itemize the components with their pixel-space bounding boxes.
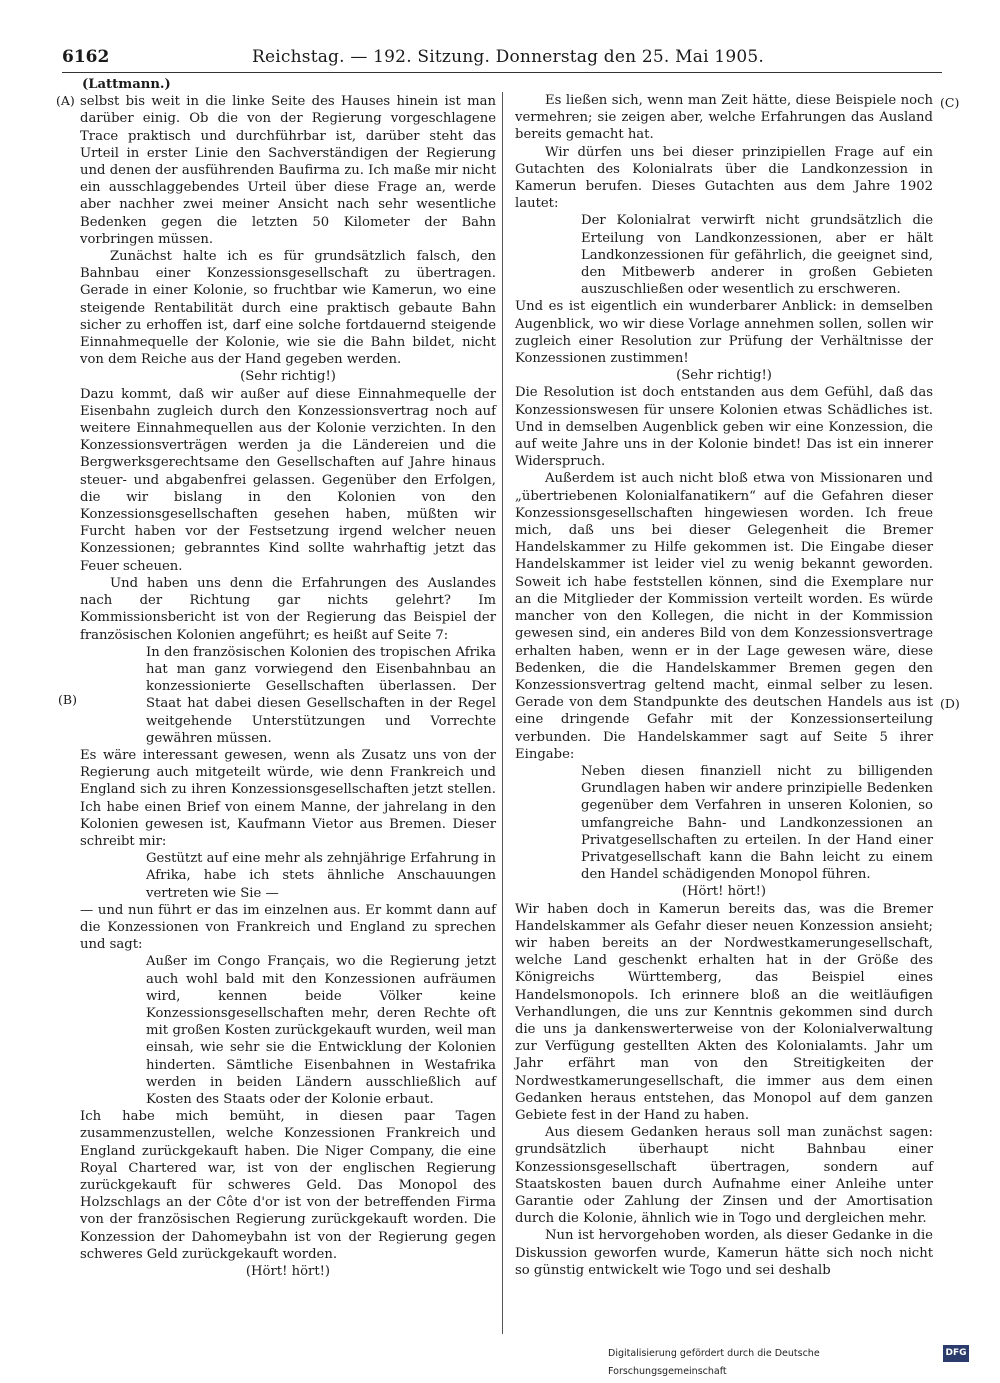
block-quote: Gestützt auf eine mehr als zehnjährige Erfahrung in Afrika, habe ich stets ähnliche Anschauungen vertreten wie Sie — [146, 851, 496, 901]
page-number: 6162 [62, 47, 110, 67]
paragraph: Zunächst halte ich es für grundsätzlich falsch, den Bahnbau einer Konzessionsgesellschaft zu übertragen. Gerade in einer Kolonie, so fruchtbar wie Kamerun, wo eine steigende Rentabilität durch eine praktisch gebaute Bahn sicher zu erhoffen ist, darf eine solche fortdauernd steigende Einnahmequelle der Kolonie, wie sie die Bahn bildet, nicht von dem Reiche aus der Hand gegeben werden. [80, 249, 496, 368]
paragraph: — und nun führt er das im einzelnen aus. Er kommt dann auf die Konzessionen von Frankreich und England zu sprechen und sagt: [80, 902, 496, 953]
block-quote: Neben diesen finanziell nicht zu billigenden Grundlagen haben wir andere prinzipielle Bedenken gegenüber dem Verfahren in unseren Kolonien, so umfangreiche Bahn- und Landkonzessionen an Privatgesellschaften zu erteilen. In der Hand einer Privatgesellschaft kann die Bahn leicht zu einem den Handel schädigenden Monopol führen. [581, 763, 933, 883]
interjection: (Sehr richtig!) [240, 369, 336, 385]
page-header [62, 44, 942, 70]
paragraph: Die Resolution ist doch entstanden aus dem Gefühl, daß das Konzessionswesen für unsere Kolonien etwas Schädliches ist. Und in demselben Augenblick geben wir eine Konzession, die auf weite Jahre uns in der Kolonie bindet! Das ist ein innerer Widerspruch. [515, 385, 933, 470]
margin-marker-c: (C) [940, 95, 960, 110]
header-rule [62, 72, 942, 73]
paragraph: Ich habe mich bemüht, in diesen paar Tagen zusammenzustellen, welche Konzessionen Frankreich und England zurückgekauft haben. Die Niger Company, die eine Royal Chartered war, ist von der englischen Regierung zurückgekauft für schweres Geld. Das Monopol des Holzschlags an der Côte d'or ist von der betreffenden Firma von der französischen Regierung zurückgekauft worden. Die Konzession der Dahomeybahn ist von der Regierung gegen schweres Geld zurückgekauft worden. [80, 1109, 496, 1262]
interjection: (Sehr richtig!) [676, 368, 772, 384]
paragraph: Und es ist eigentlich ein wunderbarer Anblick: in demselben Augenblick, wo wir diese Vorlage annehmen sollen, sollen wir zugleich einer Resolution zur Prüfung der Verhältnisse der Konzessionen zustimmen! [515, 299, 933, 367]
paragraph: selbst bis weit in die linke Seite des Hauses hinein ist man darüber einig. Ob die von der Regierung vorgeschlagene Trace praktisch und durchführbar ist, darüber steht das Urteil in erster Linie den Sachverständigen der Regierung und denen der ausführenden Baufirma zu. Ich maße mir nicht ein ausschlaggebendes Urteil über diese Frage an, werde aber nachher zwei meiner Ansicht nach sehr wesentliche Bedenken gegen die letzten 50 Kilometer der Bahn vorbringen müssen. [80, 94, 496, 247]
block-quote: In den französischen Kolonien des tropischen Afrika hat man ganz vorwiegend den Eisenbahnbau an konzessionierte Gesellschaften überlassen. Der Staat hat dabei diesen Gesellschaften in der Regel weitgehende Unterstützungen und Vorrechte gewähren müssen. [146, 644, 496, 746]
interjection: (Hört! hört!) [245, 1264, 331, 1280]
margin-marker-d: (D) [940, 696, 960, 711]
block-quote: Der Kolonialrat verwirft nicht grundsätzlich die Erteilung von Landkonzessionen, aber er hält Landkonzessionen für gefährlich, die geeignet sind, den Mitbewerb anderer in großen Gebieten auszuschließen oder wesentlich zu erschweren. [581, 213, 933, 298]
paragraph: Wir dürfen uns bei dieser prinzipiellen Frage auf ein Gutachten des Kolonialrats über die Landkonzession in Kamerun berufen. Dieses Gutachten aus dem Jahre 1902 lautet: [515, 144, 933, 212]
paragraph: Dazu kommt, daß wir außer auf diese Einnahmequelle der Eisenbahn zugleich durch den Konzessionsvertrag noch auf weitere Einnahmequellen aus der Kolonie verzichten. In den Konzessionsverträgen werden ja die Ländereien und die Bergwerksgerechtsame den Gesellschaften auf Jahre hinaus steuer- und abgabenfrei gelassen. Gegenüber den Erfolgen, die wir bislang in den Kolonien von den Konzessionsgesellschaften gesehen haben, müßten wir Furcht haben vor der Festsetzung irgend welcher neuen Konzessionen; gebranntes Kind sollte wahrhaftig jetzt das Feuer scheuen. [80, 386, 496, 574]
digitization-credit: Digitalisierung gefördert durch die Deutsche Forschungsgemeinschaft [608, 1348, 820, 1377]
right-column [515, 92, 933, 1279]
dfg-logo: DFG [943, 1345, 969, 1362]
interjection: (Hört! hört!) [681, 884, 767, 900]
paragraph: Außerdem ist auch nicht bloß etwa von Missionaren und „übertriebenen Kolonialfanatikern“ auf die Gefahren dieser Konzessionsgesellschaften hingewiesen worden. Ich freue mich, daß uns bei dieser Gelegenheit die Bremer Handelskammer zu Hilfe gekommen ist. Die Eingabe dieser Handelskammer ist leider viel zu wenig bekannt geworden. Soweit ich habe feststellen können, sind die Exemplare nur an die Mitglieder der Kommission verteilt worden. Es würde mancher von den Kollegen, die nicht in der Kommission gewesen sind, ein anderes Bild von dem Konzessionsvertrage erhalten haben, wenn er in der Lage gewesen wäre, diese Bedenken, die die Handelskammer Bremen gegen den Konzessionsvertrag geltend macht, einmal selber zu lesen. Gerade von dem Standpunkte des deutschen Handels aus ist eine dringende Gefahr mit der Konzessionserteilung verbunden. Die Handelskammer sagt auf Seite 5 ihrer Eingabe: [515, 471, 933, 762]
paragraph: Wir haben doch in Kamerun bereits das, was die Bremer Handelskammer als Gefahr dieser neuen Konzession ansieht; wir haben bereits an der Nordwestkamerungesellschaft, welche Land geschenkt erhalten hat in der Größe des Königreichs Württemberg, das Beispiel eines Handelsmonopols. Ich erinnere bloß an die weitläufigen Verhandlungen, die uns zur Kenntnis gekommen sind durch die uns ja dankenswerterweise von der Kolonialverwaltung zur Verfügung gestellten Akten des Kolonialamts. Jahr um Jahr erfährt man von den Streitigkeiten der Nordwestkamerungesellschaft, die immer aus dem einen Gedanken heraus entstehen, das Monopol auf dem ganzen Gebiete fest in der Hand zu haben. [515, 901, 933, 1123]
paragraph: Es ließen sich, wenn man Zeit hätte, diese Beispiele noch vermehren; sie zeigen aber, welche Erfahrungen das Ausland bereits gemacht hat. [515, 93, 933, 143]
block-quote: Außer im Congo Français, wo die Regierung jetzt auch wohl bald mit den Konzessionen aufräumen wird, kennen beide Völker keine Konzessionsgesellschaften mehr, deren Rechte oft mit großen Kosten zurückgekauft wurden, weil man einsah, wie sehr sie die Entwicklung der Kolonien hinderten. Sämtliche Eisenbahnen in Westafrika werden in beiden Ländern ausschließlich auf Kosten des Staats oder der Kolonie erbaut. [146, 954, 496, 1107]
speaker-name: (Lattmann.) [82, 77, 171, 92]
paragraph: Aus diesem Gedanken heraus soll man zunächst sagen: grundsätzlich überhaupt nicht Bahnbau einer Konzessionsgesellschaft übertragen, sondern auf Staatskosten bauen durch Aufnahme einer Anleihe unter Garantie oder Zahlung der Zinsen und der Amortisation durch die Kolonie, ähnlich wie in Togo und dergleichen mehr. [515, 1125, 933, 1227]
left-column [80, 76, 496, 1280]
paragraph: Und haben uns denn die Erfahrungen des Auslandes nach der Richtung gar nichts gelehrt? Im Kommissionsbericht ist von der Regierung das Beispiel der französischen Kolonien angeführt; es heißt auf Seite 7: [80, 575, 496, 643]
margin-marker-a: (A) [56, 93, 75, 108]
column-divider [502, 92, 503, 1334]
paragraph: Es wäre interessant gewesen, wenn als Zusatz uns von der Regierung auch mitgeteilt würde, wie denn Frankreich und England sich zu ihren Konzessionsgesellschaften jetzt stellen. Ich habe einen Brief von einem Manne, der jahrelang in den Kolonien gewesen ist, Kaufmann Vietor aus Bremen. Dieser schreibt mir: [80, 747, 496, 849]
margin-marker-b: (B) [58, 692, 77, 707]
running-title: Reichstag. — 192. Sitzung. Donnerstag den 25. Mai 1905. [252, 47, 764, 67]
paragraph: Nun ist hervorgehoben worden, als dieser Gedanke in die Diskussion geworfen wurde, Kamerun hätte sich noch nicht so günstig entwickelt wie Togo und sei deshalb [515, 1228, 933, 1278]
